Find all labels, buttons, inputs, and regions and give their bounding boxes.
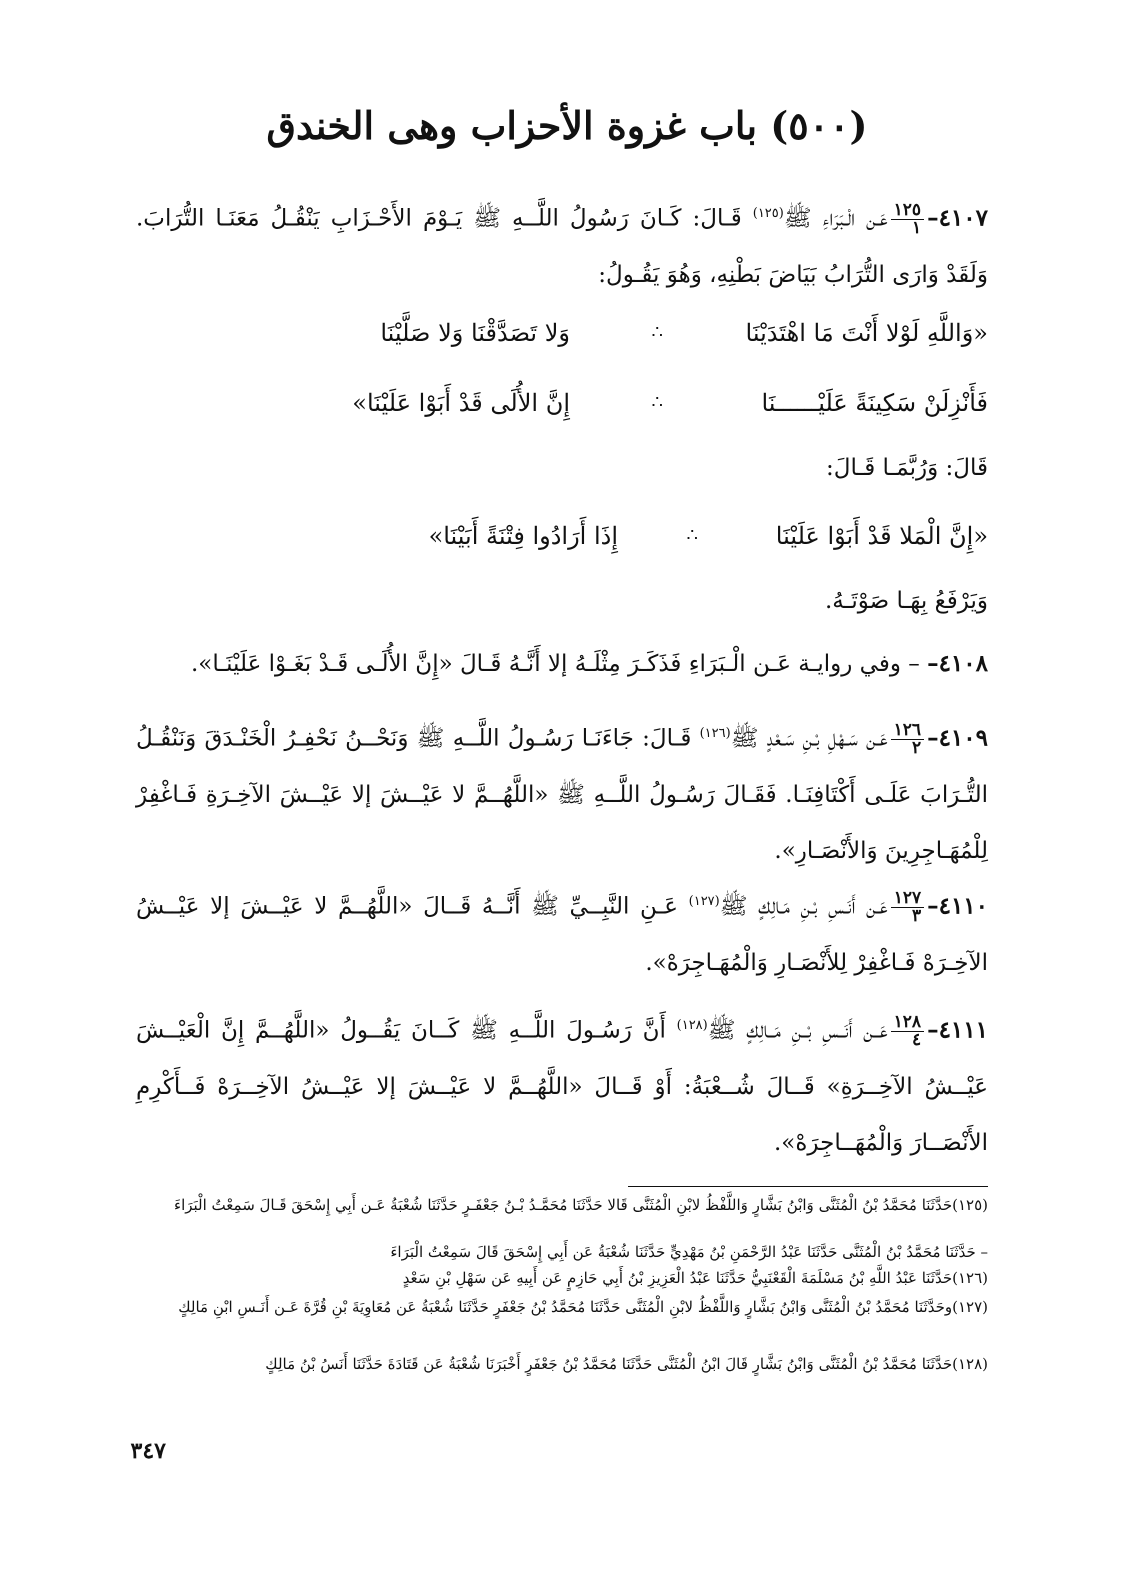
footnote-128: (١٢٨)حَدَّثَنَا مُحَمَّدُ بْنُ الْمُثَنَّى وَابْنُ بَشَّارٍ قَالَ ابْنُ الْمُثَنَّى حَدَّثَنَا مُحَمَّدُ بْنُ جَعْفَرٍ أَخْبَرَنَا شُعْبَةُ عَن قَتَادَةَ حَدَّثَنَا أَنَسُ بْنُ مَالِكٍ bbox=[265, 1355, 988, 1373]
hadith-number: ٤١٠٩– bbox=[927, 724, 988, 752]
footnote-125: (١٢٥)حَدَّثَنَا مُحَمَّدُ بْنُ الْمُثَنَّى وَابْنُ بَشَّارٍ وَاللَّفْظُ لابْنِ الْمُثَنَّى قَالا حَدَّثَنَا مُحَمَّـدُ بْـنُ جَعْفَـرٍ حَدَّثَنَا شُعْبَةُ عَـن أَبِي إِسْحَقَ قَـالَ سَمِعْتُ الْبَرَاءَ bbox=[174, 1196, 988, 1214]
footnote-divider bbox=[628, 1186, 988, 1187]
chapter-title: (٥٠٠) باب غزوة الأحزاب وهى الخندق bbox=[266, 103, 868, 148]
footnote-ref: (١٢٥) bbox=[752, 206, 784, 221]
verse-first-half: «إِنَّ الْمَلا قَدْ أَبَوْا عَلَيْنَا bbox=[775, 522, 988, 550]
verse-line-3 bbox=[136, 516, 988, 556]
fraction-top: ١٢٦ bbox=[891, 722, 924, 740]
hadith-4111 bbox=[136, 998, 988, 1171]
footnote-ref: (١٢٨) bbox=[676, 1018, 708, 1033]
footnote-ref: (١٢٧) bbox=[688, 894, 720, 909]
hadith-text: – وفي روايـة عَـن الْـبَرَاءِ فَذَكَـرَ مِثْلَـهُ إلا أَنَّـهُ قَـالَ «إِنَّ الأُلَـى قَـدْ بَغَـوْا عَلَيْنَـا». bbox=[190, 651, 920, 677]
verse-line-1 bbox=[136, 313, 988, 353]
hadith-4107 bbox=[136, 186, 988, 303]
hadith-fraction bbox=[891, 202, 924, 237]
fraction-top: ١٢٧ bbox=[891, 890, 924, 908]
verse-second-half: إِذَا أَرَادُوا فِتْنَةً أَبَيْنَا» bbox=[428, 522, 618, 550]
hadith-text: عَـنِ النَّبِــيِّ ﷺ أَنَّــهُ قَــالَ «اللَّهُــمَّ لا عَيْــشَ إلا عَيْــشُ الآخِـرَهْ فَـاغْفِرْ لِلأَنْصَـارِ وَالْمُهَـاجِرَهْ». bbox=[136, 893, 988, 976]
footnote-125-alt: – حَدَّثَنَا مُحَمَّدُ بْنُ الْمُثَنَّى حَدَّثَنَا عَبْدُ الرَّحْمَنِ بْنُ مَهْدِيٍّ حَدَّثَنَا شُعْبَةُ عَن أَبِي إِسْحَقَ قَالَ سَمِعْتُ الْبَرَاءَ bbox=[390, 1243, 988, 1261]
hadith-number: ٤١١٠– bbox=[927, 892, 989, 920]
fraction-bottom: ١ bbox=[911, 218, 922, 239]
verse-separator: ∴ bbox=[651, 322, 663, 343]
verse-second-half: وَلا تَصَدَّقْنَا وَلا صَلَّيْنَا bbox=[380, 319, 570, 347]
fraction-top: ١٢٥ bbox=[891, 202, 924, 220]
hadith-narrator: عَـن سَـهْلِ بْـنِ سَـعْدٍ ﷺ bbox=[730, 725, 888, 752]
hadith-number: ٤١٠٧– bbox=[927, 204, 988, 232]
hadith-text: قَـالَ: كَـانَ رَسُولُ اللَّــهِ ﷺ يَـوْمَ الأَحْـزَابِ يَنْقُـلُ مَعَنَـا التُّرَابَ. وَلَقَدْ وَارَى التُّرَابُ بَيَاضَ بَطْنِهِ، وَهُوَ يَقُـولُ: bbox=[136, 205, 988, 288]
hadith-4107-closing: وَيَرْفَعُ بِهَـا صَوْتَـهُ. bbox=[825, 588, 988, 614]
hadith-narrator: عَـن الْـبَرَاءِ ﷺ bbox=[783, 205, 888, 232]
hadith-fraction bbox=[891, 890, 924, 925]
footnote-126: (١٢٦)حَدَّثَنَا عَبْدُ اللَّهِ بْنُ مَسْلَمَةَ الْقَعْنَبِيُّ حَدَّثَنَا عَبْدُ الْعَزِيزِ بْنُ أَبِي حَازِمٍ عَن أَبِيهِ عَن سَهْلِ بْنِ سَعْدٍ bbox=[402, 1269, 988, 1287]
hadith-4108 bbox=[136, 636, 988, 692]
hadith-number: ٤١٠٨– bbox=[927, 650, 988, 677]
verse-separator: ∴ bbox=[686, 525, 698, 546]
hadith-fraction bbox=[891, 722, 924, 757]
fraction-bottom: ٤ bbox=[911, 1030, 922, 1051]
fraction-top: ١٢٨ bbox=[891, 1014, 924, 1032]
hadith-fraction bbox=[891, 1014, 924, 1049]
footnote-127: (١٢٧)وحَدَّثَنَا مُحَمَّدُ بْنُ الْمُثَنَّى وَابْنُ بَشَّارٍ وَاللَّفْظُ لابْنِ الْمُثَنَّى حَدَّثَنَا مُحَمَّدُ بْنُ جَعْفَرٍ حَدَّثَنَا شُعْبَةُ عَن مُعَاوِيَةَ بْنِ قُرَّةَ عَـن أَنَـسِ ابْنِ مَالِكٍ bbox=[178, 1298, 988, 1316]
fraction-bottom: ٢ bbox=[911, 738, 922, 759]
hadith-narrator: عَــن أَنَــسِ بْــنِ مَــالِكٍ ﷺ bbox=[707, 1017, 888, 1044]
hadith-4107-qala: قَالَ: وَرُبَّمَـا قَـالَ: bbox=[826, 455, 988, 481]
verse-second-half: إِنَّ الأُلَى قَدْ أَبَوْا عَلَيْنَا» bbox=[352, 389, 570, 417]
verse-line-2 bbox=[136, 383, 988, 423]
verse-first-half: «وَاللَّهِ لَوْلا أَنْتَ مَا اهْتَدَيْنَا bbox=[745, 319, 988, 347]
hadith-narrator: عَـن أَنَـسِ بْـنِ مَـالِكٍ ﷺ bbox=[719, 893, 888, 920]
hadith-text: أَنَّ رَسُـولَ اللَّــهِ ﷺ كَــانَ يَقُــولُ «اللَّهُــمَّ إِنَّ الْعَيْــشَ عَيْــشُ الآخِــرَةِ» قَــالَ شُــعْبَةُ: أَوْ قَــالَ «اللَّهُــمَّ لا عَيْــشَ إلا عَيْــشُ الآخِــرَهْ فَــأَكْرِمِ الأَنْصَــارَ وَالْمُهَــاجِرَهْ». bbox=[136, 1017, 988, 1156]
page-number: ٣٤٧ bbox=[130, 1438, 166, 1464]
verse-first-half: فَأَنْزِلَنْ سَكِينَةً عَلَيْــــــنَا bbox=[761, 389, 988, 417]
footnote-ref: (١٢٦) bbox=[699, 726, 731, 741]
hadith-4110 bbox=[136, 874, 988, 991]
hadith-4109 bbox=[136, 706, 988, 879]
verse-separator: ∴ bbox=[651, 392, 663, 413]
hadith-text: قَـالَ: جَاءَنَـا رَسُـولُ اللَّــهِ ﷺ وَنَحْــنُ نَحْفِـرُ الْخَنْـدَقَ وَنَنْقُـلُ التُّـرَابَ عَلَـى أَكْتَافِنَـا. فَقَـالَ رَسُـولُ اللَّــهِ ﷺ «اللَّهُــمَّ لا عَيْــشَ إلا عَيْــشَ الآخِـرَةِ فَـاغْفِرْ لِلْمُهَـاجِرِينَ وَالأَنْصَـارِ». bbox=[136, 725, 988, 864]
fraction-bottom: ٣ bbox=[911, 906, 922, 927]
hadith-number: ٤١١١– bbox=[927, 1016, 988, 1044]
